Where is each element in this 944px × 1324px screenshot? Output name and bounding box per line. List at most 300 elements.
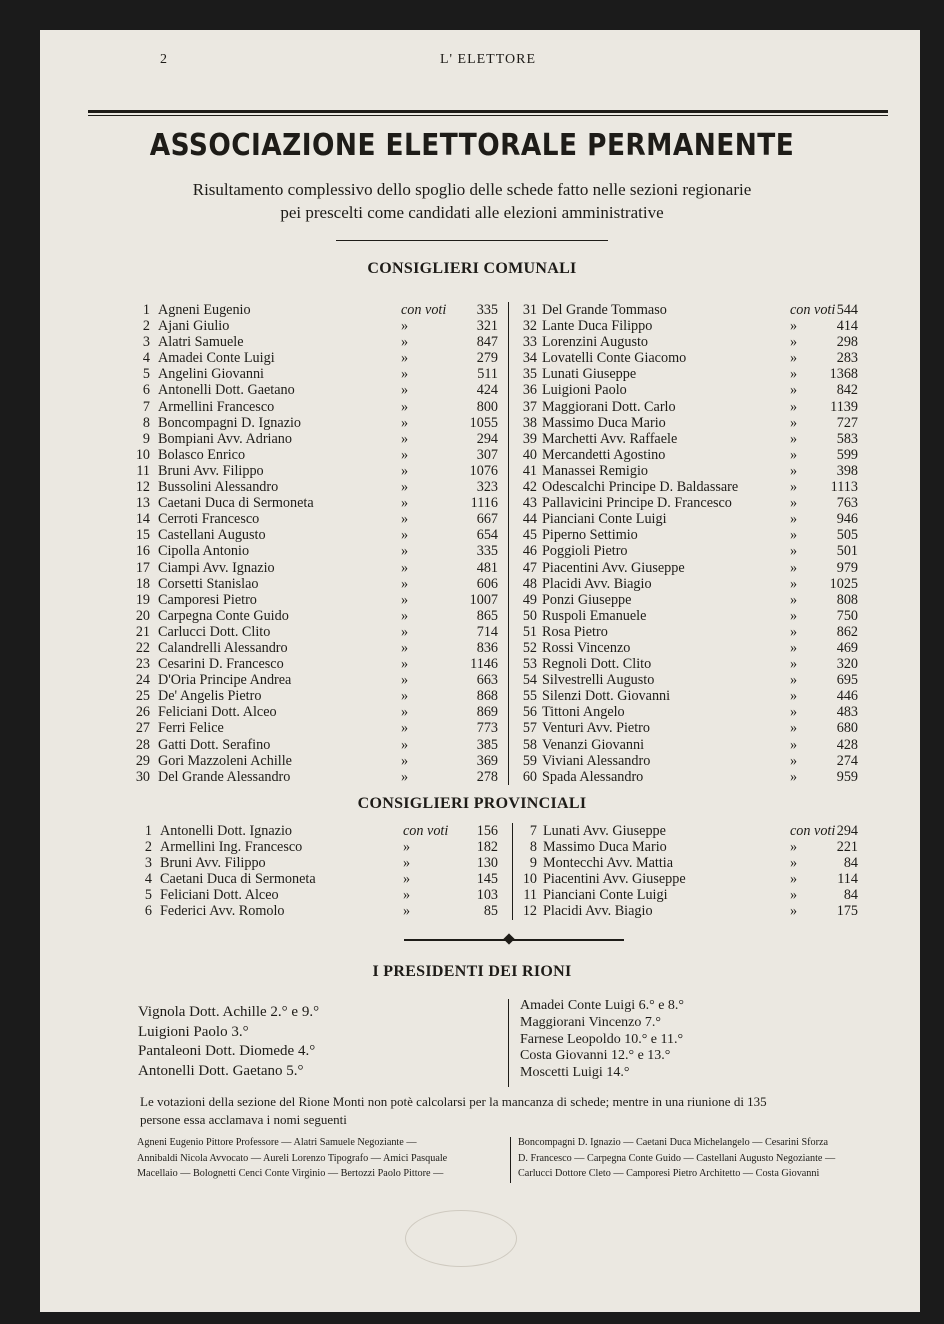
con-voti-label: con voti: [403, 823, 449, 839]
candidate-name: Venturi Avv. Pietro: [542, 720, 650, 737]
acclaimed-line: Annibaldi Nicola Avvocato — Aureli Lorenzo Tipografo — Amici Pasquale: [137, 1152, 448, 1164]
ditto-mark: »: [790, 768, 798, 785]
candidate-name: Viviani Alessandro: [542, 752, 651, 769]
item-number: 5: [142, 366, 150, 383]
item-number: 45: [522, 527, 537, 544]
list-item: [500, 688, 860, 704]
ditto-mark: »: [403, 887, 411, 904]
item-number: 8: [142, 414, 150, 431]
list-item: [500, 527, 860, 543]
presidente-entry: Amadei Conte Luigi 6.° e 8.°: [520, 998, 685, 1013]
ditto-mark: »: [401, 688, 409, 705]
vote-count: 294: [836, 823, 858, 839]
candidate-name: Del Grande Alessandro: [158, 768, 291, 785]
candidate-name: Boncompagni D. Ignazio: [158, 414, 302, 431]
rione-monti-note: [140, 1093, 886, 1129]
candidate-name: Rossi Vincenzo: [542, 639, 631, 656]
section-heading-comunali: CONSIGLIERI COMUNALI: [367, 260, 577, 277]
ditto-mark: »: [790, 639, 798, 656]
list-item: [500, 737, 860, 753]
item-number: 12: [135, 479, 150, 496]
candidate-name: Caetani Duca di Sermoneta: [160, 871, 316, 888]
item-number: 11: [523, 887, 537, 904]
item-number: 24: [135, 672, 150, 689]
list-item: [500, 887, 860, 903]
ditto-mark: »: [401, 511, 409, 528]
ditto-mark: »: [790, 527, 798, 544]
ditto-mark: »: [401, 366, 409, 383]
item-number: 39: [522, 430, 537, 447]
ditto-mark: »: [790, 720, 798, 737]
candidate-name: Mercandetti Agostino: [542, 446, 666, 463]
page-number: 2: [160, 52, 167, 67]
list-item: [100, 576, 500, 592]
vote-count: 865: [476, 607, 498, 624]
item-number: 56: [522, 704, 537, 721]
ditto-mark: »: [401, 591, 409, 608]
list-item: [100, 527, 500, 543]
ditto-mark: »: [401, 704, 409, 721]
item-number: 2: [142, 318, 150, 335]
presidente-entry: Antonelli Dott. Gaetano 5.°: [138, 1062, 304, 1079]
list-item: [100, 903, 500, 919]
candidate-name: Bruni Avv. Filippo: [158, 462, 264, 479]
vote-count: 130: [476, 855, 498, 872]
list-item: [500, 560, 860, 576]
vote-count: 103: [476, 887, 498, 904]
list-item: [500, 511, 860, 527]
candidate-name: Armellini Francesco: [158, 398, 275, 415]
list-item: [500, 640, 860, 656]
presidenti-left-list: [138, 1003, 319, 1081]
ditto-mark: »: [790, 398, 798, 415]
candidate-name: Piacentini Avv. Giuseppe: [543, 871, 686, 888]
list-item: [500, 769, 860, 785]
comunali-right-list: [500, 302, 860, 785]
ditto-mark: »: [790, 736, 798, 753]
candidate-name: Massimo Duca Mario: [542, 414, 666, 431]
list-item: [100, 463, 500, 479]
candidate-name: Gori Mazzoleni Achille: [158, 752, 292, 769]
vote-count: 1055: [469, 414, 498, 431]
candidate-name: Poggioli Pietro: [542, 543, 628, 560]
acclaimed-left: [137, 1135, 447, 1182]
list-item: [100, 720, 500, 736]
item-number: 23: [135, 656, 150, 673]
candidate-name: Silvestrelli Augusto: [542, 672, 655, 689]
subtitle-line-1: Risultamento complessivo dello spoglio delle schede fatto nelle sezioni regionarie: [192, 180, 752, 199]
item-number: 51: [522, 623, 537, 640]
list-item: [100, 382, 500, 398]
vote-count: 1076: [469, 462, 498, 479]
item-number: 54: [522, 672, 537, 689]
vote-count: 847: [476, 334, 498, 351]
acclaimed-line: Boncompagni D. Ignazio — Caetani Duca Michelangelo — Cesarini Sforza: [518, 1137, 829, 1148]
ditto-mark: »: [401, 382, 409, 399]
candidate-name: Maggiorani Dott. Carlo: [542, 398, 676, 415]
item-number: 20: [135, 607, 150, 624]
ditto-mark: »: [401, 414, 409, 431]
item-number: 29: [135, 752, 150, 769]
vote-count: 1113: [830, 479, 858, 496]
candidate-name: Manassei Remigio: [542, 462, 648, 479]
item-number: 32: [522, 318, 537, 335]
list-item: [500, 871, 860, 887]
candidate-name: Piacentini Avv. Giuseppe: [542, 559, 685, 576]
list-item: [100, 672, 500, 688]
list-item: [500, 495, 860, 511]
ditto-mark: »: [401, 720, 409, 737]
item-number: 48: [522, 575, 537, 592]
vote-count: 714: [476, 623, 498, 640]
list-item: [500, 576, 860, 592]
item-number: 47: [522, 559, 537, 576]
list-item: [500, 753, 860, 769]
vote-count: 175: [836, 903, 858, 920]
item-number: 21: [135, 623, 150, 640]
candidate-name: Del Grande Tommaso: [542, 302, 667, 318]
vote-count: 959: [836, 768, 858, 785]
candidate-name: Marchetti Avv. Raffaele: [542, 430, 678, 447]
vote-count: 862: [836, 623, 858, 640]
ditto-mark: »: [790, 559, 798, 576]
item-number: 13: [135, 495, 150, 512]
item-number: 49: [522, 591, 537, 608]
vote-count: 946: [836, 511, 858, 528]
candidate-name: Ferri Felice: [158, 720, 224, 737]
candidate-name: Lunati Avv. Giuseppe: [543, 823, 666, 839]
candidate-name: Ajani Giulio: [158, 318, 230, 335]
presidente-entry: Costa Giovanni 12.° e 13.°: [520, 1048, 671, 1064]
acclaimed-line: Agneni Eugenio Pittore Professore — Alatri Samuele Negoziante —: [137, 1137, 417, 1148]
presidente-entry: Luigioni Paolo 3.°: [138, 1023, 249, 1040]
presidente-entry: Farnese Leopoldo 10.° e 11.°: [520, 1031, 684, 1047]
ditto-mark: »: [790, 318, 798, 335]
vote-count: 583: [836, 430, 858, 447]
list-item: [500, 431, 860, 447]
ditto-mark: »: [401, 398, 409, 415]
ditto-mark: »: [401, 318, 409, 335]
vote-count: 323: [476, 479, 498, 496]
vote-count: 750: [836, 607, 858, 624]
presidente-entry: Pantaleoni Dott. Diomede 4.°: [138, 1043, 316, 1059]
ditto-mark: »: [790, 623, 798, 640]
item-number: 1: [144, 823, 152, 839]
vote-count: 1116: [470, 495, 498, 512]
list-item: [100, 656, 500, 672]
list-item: [500, 672, 860, 688]
vote-count: 1007: [469, 591, 498, 608]
vote-count: 979: [836, 559, 858, 576]
vote-count: 842: [836, 382, 858, 399]
candidate-name: Corsetti Stanislao: [158, 575, 259, 592]
candidate-name: Tittoni Angelo: [542, 704, 625, 721]
ditto-mark: »: [790, 704, 798, 721]
item-number: 34: [522, 350, 537, 367]
candidate-name: Luigioni Paolo: [542, 382, 627, 399]
column-divider: [510, 1137, 511, 1183]
list-item: [500, 823, 860, 839]
ditto-mark: »: [401, 462, 409, 479]
vote-count: 505: [836, 527, 858, 544]
ditto-mark: »: [401, 672, 409, 689]
item-number: 40: [522, 446, 537, 463]
item-number: 3: [144, 855, 152, 872]
item-number: 30: [135, 768, 150, 785]
item-number: 58: [522, 736, 537, 753]
item-number: 33: [522, 334, 537, 351]
provinciali-left-list: [100, 823, 500, 920]
vote-count: 84: [843, 855, 858, 872]
vote-count: 182: [476, 839, 498, 856]
item-number: 12: [522, 903, 537, 920]
candidate-name: Ciampi Avv. Ignazio: [158, 559, 275, 576]
candidate-name: Lante Duca Filippo: [542, 318, 653, 335]
con-voti-label: con voti: [790, 302, 836, 318]
list-item: [100, 431, 500, 447]
candidate-name: Carpegna Conte Guido: [158, 607, 289, 624]
vote-count: 800: [476, 398, 498, 415]
item-number: 4: [142, 350, 150, 367]
item-number: 14: [135, 511, 150, 528]
vote-count: 773: [476, 720, 498, 737]
item-number: 9: [529, 855, 537, 872]
list-item: [100, 769, 500, 785]
vote-count: 307: [476, 446, 498, 463]
candidate-name: Regnoli Dott. Clito: [542, 656, 652, 673]
item-number: 31: [522, 302, 537, 318]
list-item: [100, 318, 500, 334]
candidate-name: Odescalchi Principe D. Baldassare: [542, 479, 739, 496]
item-number: 59: [522, 752, 537, 769]
list-item: [500, 366, 860, 382]
subtitle-line-2: pei prescelti come candidati alle elezioni amministrative: [280, 203, 664, 222]
vote-count: 414: [836, 318, 858, 335]
ditto-mark: »: [401, 768, 409, 785]
item-number: 22: [135, 639, 150, 656]
ditto-mark: »: [790, 591, 798, 608]
item-number: 5: [144, 887, 152, 904]
ditto-mark: »: [401, 559, 409, 576]
list-item: [100, 495, 500, 511]
ditto-mark: »: [401, 752, 409, 769]
provinciali-right-list: [500, 823, 860, 920]
list-item: [500, 543, 860, 559]
ditto-mark: »: [790, 672, 798, 689]
ditto-mark: »: [403, 855, 411, 872]
candidate-name: Ruspoli Emanuele: [542, 607, 647, 624]
ditto-mark: »: [790, 887, 798, 904]
ditto-mark: »: [403, 903, 411, 920]
vote-count: 294: [476, 430, 498, 447]
item-number: 1: [142, 302, 150, 318]
candidate-name: Silenzi Dott. Giovanni: [542, 688, 671, 705]
candidate-name: Gatti Dott. Serafino: [158, 736, 271, 753]
acclaimed-right: [518, 1135, 835, 1182]
list-item: [500, 855, 860, 871]
con-voti-label: con voti: [790, 823, 836, 839]
candidate-name: Pianciani Conte Luigi: [542, 511, 667, 528]
list-item: [500, 656, 860, 672]
candidate-name: Amadei Conte Luigi: [158, 350, 275, 367]
vote-count: 469: [836, 639, 858, 656]
main-title: ASSOCIAZIONE ELETTORALE PERMANENTE: [149, 128, 795, 163]
vote-count: 335: [476, 302, 498, 318]
list-item: [100, 753, 500, 769]
item-number: 6: [144, 903, 152, 920]
list-item: [100, 871, 500, 887]
vote-count: 763: [836, 495, 858, 512]
vote-count: 606: [476, 575, 498, 592]
ditto-mark: »: [790, 543, 798, 560]
presidente-entry: Maggiorani Vincenzo 7.°: [520, 1014, 661, 1030]
ditto-mark: »: [790, 688, 798, 705]
candidate-name: Massimo Duca Mario: [543, 839, 667, 856]
item-number: 44: [522, 511, 537, 528]
list-item: [100, 511, 500, 527]
item-number: 11: [136, 462, 150, 479]
candidate-name: Rosa Pietro: [542, 623, 608, 640]
item-number: 25: [135, 688, 150, 705]
vote-count: 654: [476, 527, 498, 544]
vote-count: 836: [476, 639, 498, 656]
list-item: [100, 608, 500, 624]
ditto-mark: »: [401, 446, 409, 463]
list-item: [100, 592, 500, 608]
vote-count: 1025: [829, 575, 858, 592]
ditto-mark: »: [790, 839, 798, 856]
title-rule: [336, 240, 608, 241]
item-number: 28: [135, 736, 150, 753]
ditto-mark: »: [401, 639, 409, 656]
candidate-name: Camporesi Pietro: [158, 591, 257, 608]
header-rule-thin: [88, 115, 888, 116]
candidate-name: Pallavicini Principe D. Francesco: [542, 495, 732, 512]
vote-count: 156: [476, 823, 498, 839]
vote-count: 663: [476, 672, 498, 689]
item-number: 17: [135, 559, 150, 576]
ditto-mark: »: [403, 871, 411, 888]
candidate-name: De' Angelis Pietro: [158, 688, 262, 705]
item-number: 37: [522, 398, 537, 415]
vote-count: 1139: [830, 398, 858, 415]
vote-count: 278: [476, 768, 498, 785]
list-item: [500, 704, 860, 720]
list-item: [500, 839, 860, 855]
section-heading-presidenti: I PRESIDENTI DEI RIONI: [372, 963, 572, 980]
ditto-mark: »: [790, 414, 798, 431]
ditto-mark: »: [790, 855, 798, 872]
list-item: [100, 366, 500, 382]
item-number: 10: [522, 871, 537, 888]
item-number: 6: [142, 382, 150, 399]
ditto-mark: »: [790, 462, 798, 479]
ditto-mark: »: [401, 543, 409, 560]
list-item: [500, 302, 860, 318]
ditto-mark: »: [790, 479, 798, 496]
list-item: [500, 415, 860, 431]
item-number: 18: [135, 575, 150, 592]
ditto-mark: »: [790, 871, 798, 888]
ditto-mark: »: [401, 334, 409, 351]
candidate-name: Alatri Samuele: [158, 334, 244, 351]
ditto-mark: »: [790, 607, 798, 624]
list-item: [100, 447, 500, 463]
ditto-mark: »: [790, 430, 798, 447]
candidate-name: Pianciani Conte Luigi: [543, 887, 668, 904]
item-number: 55: [522, 688, 537, 705]
candidate-name: Caetani Duca di Sermoneta: [158, 495, 314, 512]
item-number: 10: [135, 446, 150, 463]
vote-count: 599: [836, 446, 858, 463]
vote-count: 145: [476, 871, 498, 888]
vote-count: 84: [843, 887, 858, 904]
list-item: [100, 399, 500, 415]
list-item: [500, 382, 860, 398]
acclaimed-line: Carlucci Dottore Cleto — Camporesi Pietro Architetto — Costa Giovanni: [518, 1168, 820, 1179]
list-item: [100, 640, 500, 656]
vote-count: 680: [836, 720, 858, 737]
note-line-2: persone essa acclamava i nomi seguenti: [140, 1112, 347, 1127]
vote-count: 501: [836, 543, 858, 560]
candidate-name: Agneni Eugenio: [158, 302, 251, 318]
ditto-mark: »: [790, 382, 798, 399]
list-item: [500, 334, 860, 350]
vote-count: 398: [836, 462, 858, 479]
item-number: 7: [529, 823, 537, 839]
acclaimed-line: D. Francesco — Carpegna Conte Guido — Castellani Augusto Negoziante —: [518, 1152, 836, 1164]
ditto-mark: »: [401, 656, 409, 673]
ditto-mark: »: [790, 656, 798, 673]
vote-count: 298: [836, 334, 858, 351]
list-item: [500, 350, 860, 366]
ditto-mark: »: [401, 575, 409, 592]
candidate-name: Feliciani Dott. Alceo: [160, 887, 279, 904]
candidate-name: Calandrelli Alessandro: [158, 639, 288, 656]
vote-count: 369: [476, 752, 498, 769]
candidate-name: Placidi Avv. Biagio: [543, 903, 653, 920]
candidate-name: Cipolla Antonio: [158, 543, 250, 560]
candidate-name: D'Oria Principe Andrea: [158, 672, 292, 689]
candidate-name: Armellini Ing. Francesco: [160, 839, 303, 856]
item-number: 57: [522, 720, 537, 737]
list-item: [100, 415, 500, 431]
list-item: [500, 479, 860, 495]
section-heading-provinciali: CONSIGLIERI PROVINCIALI: [357, 795, 587, 812]
con-voti-label: con voti: [401, 302, 447, 318]
list-item: [500, 318, 860, 334]
vote-count: 221: [836, 839, 858, 856]
item-number: 15: [135, 527, 150, 544]
ditto-mark: »: [790, 366, 798, 383]
item-number: 16: [135, 543, 150, 560]
item-number: 9: [142, 430, 150, 447]
list-item: [100, 704, 500, 720]
ditto-mark: »: [790, 511, 798, 528]
ditto-mark: »: [401, 495, 409, 512]
item-number: 26: [135, 704, 150, 721]
list-item: [500, 608, 860, 624]
list-item: [100, 543, 500, 559]
item-number: 8: [529, 839, 537, 856]
list-item: [100, 737, 500, 753]
list-item: [500, 447, 860, 463]
item-number: 41: [522, 462, 537, 479]
item-number: 36: [522, 382, 537, 399]
item-number: 19: [135, 591, 150, 608]
ditto-mark: »: [790, 334, 798, 351]
item-number: 38: [522, 414, 537, 431]
